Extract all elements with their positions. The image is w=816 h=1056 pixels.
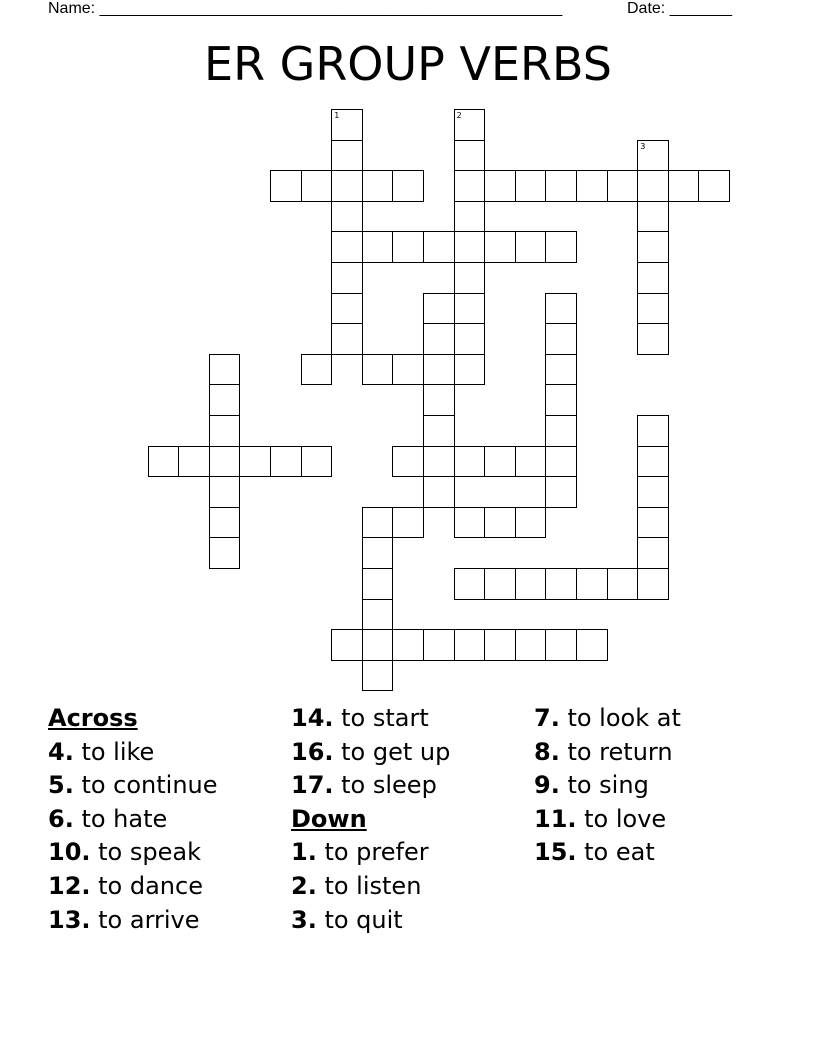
grid-cell[interactable]	[454, 446, 486, 478]
grid-cell[interactable]	[454, 629, 486, 661]
clue-text: to return	[559, 737, 673, 766]
clue-number-label: 6.	[48, 804, 74, 833]
grid-cell[interactable]	[392, 446, 424, 478]
clue-text: to sing	[559, 771, 649, 800]
clue-text: to get up	[333, 737, 451, 766]
grid-cell[interactable]	[331, 231, 363, 263]
grid-cell[interactable]	[454, 293, 486, 325]
grid-cell[interactable]	[515, 231, 547, 263]
across-clue-list	[48, 736, 218, 938]
grid-cell[interactable]	[545, 629, 577, 661]
clue-number-label: 15.	[534, 838, 577, 867]
grid-cell[interactable]	[545, 568, 577, 600]
grid-cell[interactable]	[362, 568, 394, 600]
grid-cell[interactable]	[454, 231, 486, 263]
clue-text: to dance	[90, 871, 203, 900]
grid-cell[interactable]	[362, 599, 394, 631]
grid-cell[interactable]	[637, 262, 669, 294]
grid-cell[interactable]	[484, 170, 516, 202]
clue-number-label: 10.	[48, 838, 91, 867]
grid-cell[interactable]	[392, 354, 424, 386]
across-clue	[48, 836, 218, 870]
across-clue	[48, 769, 218, 803]
grid-cell[interactable]	[454, 507, 486, 539]
across-clue	[48, 736, 218, 770]
grid-cell[interactable]	[484, 629, 516, 661]
grid-cell[interactable]	[270, 446, 302, 478]
grid-cell[interactable]	[484, 231, 516, 263]
clue-text: to continue	[73, 771, 218, 800]
grid-cell[interactable]	[454, 568, 486, 600]
grid-cell[interactable]	[698, 170, 730, 202]
grid-cell[interactable]	[515, 507, 547, 539]
clues-column-2	[291, 702, 450, 937]
grid-cell[interactable]	[454, 354, 486, 386]
clue-number-label: 2.	[291, 871, 317, 900]
clues-column-3	[534, 702, 681, 870]
down-clue	[534, 736, 681, 770]
clue-text: to love	[576, 804, 667, 833]
grid-cell[interactable]	[423, 384, 455, 416]
grid-cell[interactable]	[454, 201, 486, 233]
grid-cell[interactable]	[209, 507, 241, 539]
grid-cell[interactable]	[454, 140, 486, 172]
grid-cell[interactable]	[392, 231, 424, 263]
grid-cell[interactable]	[331, 201, 363, 233]
grid-cell[interactable]	[545, 384, 577, 416]
grid-cell[interactable]	[362, 354, 394, 386]
grid-cell[interactable]	[637, 201, 669, 233]
grid-cell[interactable]	[545, 293, 577, 325]
grid-cell[interactable]	[637, 446, 669, 478]
grid-cell[interactable]	[545, 415, 577, 447]
grid-cell[interactable]	[637, 140, 669, 172]
grid-cell[interactable]	[423, 629, 455, 661]
grid-cell[interactable]	[637, 507, 669, 539]
grid-cell[interactable]	[209, 446, 241, 478]
down-clue	[534, 702, 681, 736]
grid-cell[interactable]	[331, 170, 363, 202]
grid-cell[interactable]	[362, 660, 394, 692]
down-clue	[534, 769, 681, 803]
down-clue-list-continued	[534, 702, 681, 870]
grid-cell[interactable]	[331, 262, 363, 294]
clue-number-label: 12.	[48, 871, 91, 900]
grid-cell[interactable]	[637, 323, 669, 355]
clues-column-1	[48, 702, 218, 937]
grid-cell[interactable]	[545, 170, 577, 202]
grid-cell[interactable]	[362, 170, 394, 202]
grid-cell[interactable]	[545, 354, 577, 386]
clue-number-label: 16.	[291, 737, 334, 766]
clue-number-label: 9.	[534, 771, 560, 800]
clue-text: to quit	[316, 905, 403, 934]
grid-cell[interactable]	[301, 354, 333, 386]
down-clue	[534, 803, 681, 837]
grid-cell[interactable]	[545, 231, 577, 263]
grid-cell[interactable]	[301, 446, 333, 478]
grid-cell[interactable]	[239, 446, 271, 478]
down-clue	[291, 870, 450, 904]
across-clue	[291, 702, 450, 736]
clue-number-label: 8.	[534, 737, 560, 766]
grid-cell[interactable]	[637, 231, 669, 263]
grid-cell[interactable]	[454, 170, 486, 202]
across-heading: Across	[48, 704, 138, 732]
clue-number: 3	[640, 141, 646, 151]
date-field-label[interactable]: Date: _______	[627, 0, 732, 17]
clue-number-label: 1.	[291, 838, 317, 867]
grid-cell[interactable]	[637, 293, 669, 325]
grid-cell[interactable]	[515, 629, 547, 661]
grid-cell[interactable]	[209, 354, 241, 386]
grid-cell[interactable]	[454, 323, 486, 355]
across-clue	[291, 736, 450, 770]
grid-cell[interactable]	[209, 537, 241, 569]
grid-cell[interactable]	[209, 415, 241, 447]
grid-cell[interactable]	[270, 170, 302, 202]
grid-cell[interactable]	[637, 476, 669, 508]
grid-cell[interactable]	[423, 323, 455, 355]
grid-cell[interactable]	[362, 629, 394, 661]
across-clue-list-continued	[291, 702, 450, 803]
across-clue	[48, 803, 218, 837]
grid-cell[interactable]	[423, 293, 455, 325]
down-clue-list	[291, 836, 450, 937]
grid-cell[interactable]	[209, 476, 241, 508]
clue-number-label: 7.	[534, 704, 560, 732]
clue-text: to like	[73, 737, 155, 766]
grid-cell[interactable]	[423, 415, 455, 447]
grid-cell[interactable]	[668, 170, 700, 202]
clue-text: to hate	[73, 804, 168, 833]
grid-cell[interactable]	[515, 446, 547, 478]
clue-number-label: 17.	[291, 771, 334, 800]
grid-cell[interactable]	[392, 170, 424, 202]
grid-cell[interactable]	[148, 446, 180, 478]
clue-number-label: 13.	[48, 905, 91, 934]
grid-cell[interactable]	[331, 629, 363, 661]
clue-text: to listen	[316, 871, 422, 900]
clue-text: to prefer	[316, 838, 429, 867]
grid-cell[interactable]	[301, 170, 333, 202]
grid-cell[interactable]	[362, 537, 394, 569]
grid-cell[interactable]	[454, 262, 486, 294]
grid-cell[interactable]	[637, 170, 669, 202]
grid-cell[interactable]	[576, 568, 608, 600]
grid-cell[interactable]	[454, 109, 486, 141]
puzzle-title: ER GROUP VERBS	[204, 37, 612, 91]
clue-number: 2	[456, 111, 462, 120]
clue-text: to start	[333, 704, 429, 732]
grid-cell[interactable]	[392, 629, 424, 661]
grid-cell[interactable]	[515, 170, 547, 202]
grid-cell[interactable]	[423, 354, 455, 386]
down-clue	[291, 836, 450, 870]
grid-cell[interactable]	[545, 323, 577, 355]
grid-cell[interactable]	[423, 446, 455, 478]
grid-cell[interactable]	[423, 476, 455, 508]
clue-text: to look at	[559, 704, 681, 732]
grid-cell[interactable]	[392, 507, 424, 539]
grid-cell[interactable]	[178, 446, 210, 478]
grid-cell[interactable]	[637, 537, 669, 569]
clue-text: to sleep	[333, 771, 437, 800]
clue-text: to eat	[576, 838, 655, 867]
grid-cell[interactable]	[637, 415, 669, 447]
across-clue	[291, 769, 450, 803]
grid-cell[interactable]	[607, 568, 639, 600]
grid-cell[interactable]	[484, 568, 516, 600]
grid-cell[interactable]	[607, 170, 639, 202]
clue-number-label: 11.	[534, 804, 577, 833]
name-field-label[interactable]: Name: ____________________________________________________	[48, 0, 563, 17]
grid-cell[interactable]	[331, 323, 363, 355]
grid-cell[interactable]	[484, 507, 516, 539]
grid-cell[interactable]	[637, 568, 669, 600]
clue-number-label: 5.	[48, 771, 74, 800]
across-clue	[48, 870, 218, 904]
down-clue	[291, 904, 450, 938]
grid-cell[interactable]	[515, 568, 547, 600]
grid-cell[interactable]	[331, 293, 363, 325]
down-heading: Down	[291, 804, 367, 833]
grid-cell[interactable]	[576, 629, 608, 661]
grid-cell[interactable]	[362, 231, 394, 263]
grid-cell[interactable]	[545, 446, 577, 478]
clue-number-label: 14.	[291, 704, 334, 732]
grid-cell[interactable]	[576, 170, 608, 202]
clue-number-label: 3.	[291, 905, 317, 934]
clue-text: to arrive	[90, 905, 200, 934]
grid-cell[interactable]	[331, 140, 363, 172]
clue-text: to speak	[90, 838, 201, 867]
grid-cell[interactable]	[484, 446, 516, 478]
grid-cell[interactable]	[423, 231, 455, 263]
grid-cell[interactable]	[362, 507, 394, 539]
clue-number: 1	[334, 111, 340, 120]
grid-cell[interactable]	[331, 109, 363, 141]
grid-cell[interactable]	[545, 476, 577, 508]
grid-cell[interactable]	[209, 384, 241, 416]
down-clue	[534, 836, 681, 870]
across-clue	[48, 904, 218, 938]
clue-number-label: 4.	[48, 737, 74, 766]
